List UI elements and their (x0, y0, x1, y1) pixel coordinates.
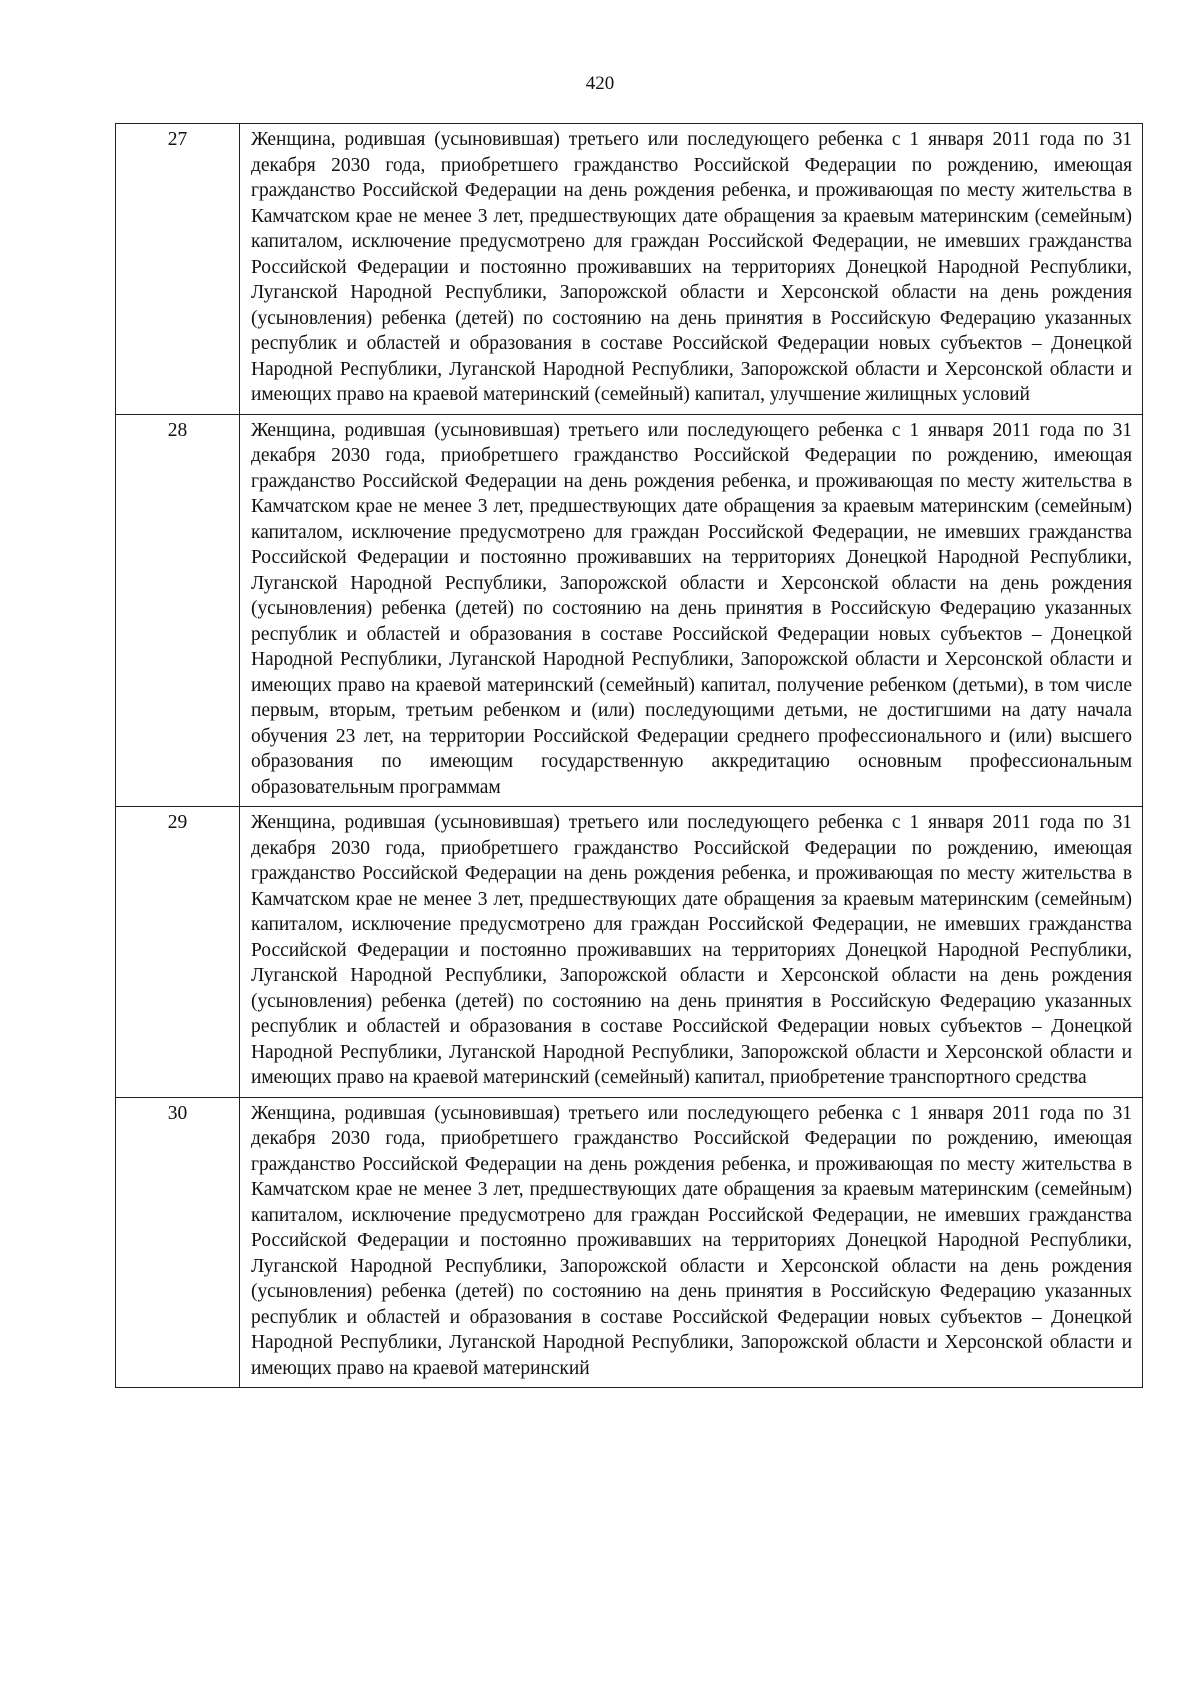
row-number: 27 (116, 124, 240, 415)
table-row (116, 414, 1143, 807)
table-row (116, 807, 1143, 1098)
row-text: Женщина, родившая (усыновившая) третьего или последующего ребенка с 1 января 2011 года по 31 декабря 2030 года, приобретшего гражданство Российской Федерации по рождению, имеющая гражданство Российской Федерации на день рождения ребенка, и проживающая по месту жительства в Камчатском крае не менее 3 лет, предшествующих дате обращения за краевым материнским (семейным) капиталом, исключение предусмотрено для граждан Российской Федерации, не имевших гражданства Российской Федерации и постоянно проживавших на территориях Донецкой Народной Республики, Луганской Народной Республики, Запорожской области и Херсонской области на день рождения (усыновления) ребенка (детей) по состоянию на день принятия в Российскую Федерацию указанных республик и областей и образования в составе Российской Федерации новых субъектов – Донецкой Народной Республики, Луганской Народной Республики, Запорожской области и Херсонской области и имеющих право на краевой материнский (семейный) капитал, получение ребенком (детьми), в том числе первым, вторым, третьим ребенком и (или) последующими детьми, не достигшими на дату начала обучения 23 лет, на территории Российской Федерации среднего профессионального и (или) высшего образования по имеющим государственную аккредитацию основным профессиональным образовательным программам (240, 414, 1143, 807)
document-table (115, 123, 1143, 1388)
table-row (116, 124, 1143, 415)
table-row (116, 1097, 1143, 1388)
row-number: 30 (116, 1097, 240, 1388)
row-text: Женщина, родившая (усыновившая) третьего или последующего ребенка с 1 января 2011 года по 31 декабря 2030 года, приобретшего гражданство Российской Федерации по рождению, имеющая гражданство Российской Федерации на день рождения ребенка, и проживающая по месту жительства в Камчатском крае не менее 3 лет, предшествующих дате обращения за краевым материнским (семейным) капиталом, исключение предусмотрено для граждан Российской Федерации, не имевших гражданства Российской Федерации и постоянно проживавших на территориях Донецкой Народной Республики, Луганской Народной Республики, Запорожской области и Херсонской области на день рождения (усыновления) ребенка (детей) по состоянию на день принятия в Российскую Федерацию указанных республик и областей и образования в составе Российской Федерации новых субъектов – Донецкой Народной Республики, Луганской Народной Республики, Запорожской области и Херсонской области и имеющих право на краевой материнский (240, 1097, 1143, 1388)
row-text: Женщина, родившая (усыновившая) третьего или последующего ребенка с 1 января 2011 года по 31 декабря 2030 года, приобретшего гражданство Российской Федерации по рождению, имеющая гражданство Российской Федерации на день рождения ребенка, и проживающая по месту жительства в Камчатском крае не менее 3 лет, предшествующих дате обращения за краевым материнским (семейным) капиталом, исключение предусмотрено для граждан Российской Федерации, не имевших гражданства Российской Федерации и постоянно проживавших на территориях Донецкой Народной Республики, Луганской Народной Республики, Запорожской области и Херсонской области на день рождения (усыновления) ребенка (детей) по состоянию на день принятия в Российскую Федерацию указанных республик и областей и образования в составе Российской Федерации новых субъектов – Донецкой Народной Республики, Луганской Народной Республики, Запорожской области и Херсонской области и имеющих право на краевой материнский (семейный) капитал, приобретение транспортного средства (240, 807, 1143, 1098)
row-number: 28 (116, 414, 240, 807)
page-number: 420 (585, 73, 615, 94)
row-number: 29 (116, 807, 240, 1098)
row-text: Женщина, родившая (усыновившая) третьего или последующего ребенка с 1 января 2011 года по 31 декабря 2030 года, приобретшего гражданство Российской Федерации по рождению, имеющая гражданство Российской Федерации на день рождения ребенка, и проживающая по месту жительства в Камчатском крае не менее 3 лет, предшествующих дате обращения за краевым материнским (семейным) капиталом, исключение предусмотрено для граждан Российской Федерации, не имевших гражданства Российской Федерации и постоянно проживавших на территориях Донецкой Народной Республики, Луганской Народной Республики, Запорожской области и Херсонской области на день рождения (усыновления) ребенка (детей) по состоянию на день принятия в Российскую Федерацию указанных республик и областей и образования в составе Российской Федерации новых субъектов – Донецкой Народной Республики, Луганской Народной Республики, Запорожской области и Херсонской области и имеющих право на краевой материнский (семейный) капитал, улучшение жилищных условий (240, 124, 1143, 415)
